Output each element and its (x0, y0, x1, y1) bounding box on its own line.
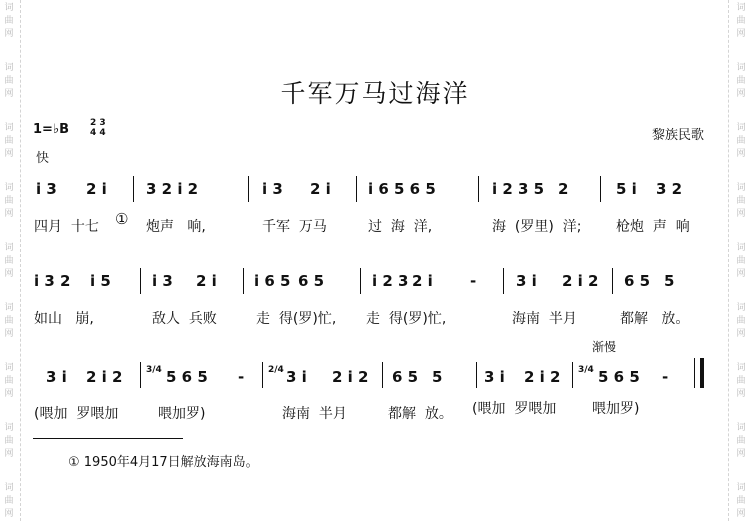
note-group: i 3 (262, 180, 283, 198)
bar-line (572, 362, 573, 388)
watermark-text: 词 曲 网 (4, 3, 14, 39)
lyric-line: (喂加 罗喂加 (34, 406, 119, 422)
note-group: 3 2 (656, 180, 683, 198)
tempo-change-mark: 渐慢 (592, 340, 617, 354)
note-group: 6 5 (624, 272, 651, 290)
note-group: 3 i (516, 272, 537, 290)
watermark-text: 词 曲 网 (736, 483, 746, 519)
note-group: 3 i (484, 368, 505, 386)
bar-line (476, 362, 477, 388)
bar-line (243, 268, 244, 294)
note-group: 6 5 (392, 368, 419, 386)
note-group: 2 i (196, 272, 217, 290)
watermark-text: 词 曲 网 (736, 183, 746, 219)
watermark-text: 词 曲 网 (4, 243, 14, 279)
note-group: 3 i (286, 368, 307, 386)
bar-line (360, 268, 361, 294)
note-group: 5 6 5 (598, 368, 640, 386)
time-signature: 2 3 4 4 (90, 118, 106, 138)
watermark-text: 词 曲 网 (736, 363, 746, 399)
bar-line (600, 176, 601, 202)
lyric-line: 都解 放。 (620, 311, 690, 327)
lyric-line: 海 (罗里) 洋; (492, 219, 582, 235)
note-group: i 2 3 5 (492, 180, 545, 198)
footnote-ref: ① (115, 210, 129, 228)
note-group: 5 (664, 272, 675, 290)
note-group: 3 i (46, 368, 67, 386)
watermark-text: 词 曲 网 (4, 363, 14, 399)
note-group: 2 i (412, 272, 433, 290)
note-group: 2 i (310, 180, 331, 198)
note-group: - (470, 272, 477, 290)
watermark-text: 词 曲 网 (4, 123, 14, 159)
note-group: i 3 (152, 272, 173, 290)
note-group: 2 i 2 (86, 368, 123, 386)
note-group: 2 i 2 (562, 272, 599, 290)
time-signature-change: 3/4 (146, 365, 162, 375)
note-group: i 6 5 6 5 (368, 180, 436, 198)
footnote-separator (33, 438, 183, 439)
lyric-line: 敌人 兵败 (152, 311, 217, 327)
note-group: i 2 3 (372, 272, 409, 290)
watermark-text: 词 曲 网 (736, 3, 746, 39)
watermark-text: 词 曲 网 (736, 243, 746, 279)
note-group: 6 5 (298, 272, 325, 290)
note-group: i 3 2 (34, 272, 71, 290)
lyric-line: 如山 崩, (34, 311, 94, 327)
note-group: 3 2 i 2 (146, 180, 199, 198)
note-group: 5 (432, 368, 443, 386)
watermark-text: 词 曲 网 (736, 303, 746, 339)
lyric-line: 海南 半月 (282, 406, 347, 422)
lyric-line: 都解 放。 (388, 406, 453, 422)
time-signature-change: 3/4 (578, 365, 594, 375)
lyric-line: 四月 十七 (34, 219, 99, 235)
key-signature: 1=♭B (33, 122, 69, 137)
lyric-line: 过 海 洋, (368, 219, 433, 235)
watermark-text: 词 曲 网 (736, 123, 746, 159)
bar-line (503, 268, 504, 294)
bar-line (356, 176, 357, 202)
watermark-text: 词 曲 网 (4, 183, 14, 219)
watermark-text: 词 曲 网 (4, 303, 14, 339)
watermark-text: 词 曲 网 (4, 483, 14, 519)
note-group: i 6 5 (254, 272, 291, 290)
note-group: 5 6 5 (166, 368, 208, 386)
note-group: 2 i 2 (524, 368, 561, 386)
note-group: 2 (558, 180, 569, 198)
lyric-line: 走 得(罗)忙, (256, 311, 337, 327)
note-group: - (662, 368, 669, 386)
lyric-line: (喂加 罗喂加 (472, 401, 557, 417)
lyric-line: 喂加罗) (592, 401, 640, 417)
note-group: 5 i (616, 180, 637, 198)
bar-line (478, 176, 479, 202)
song-source: 黎族民歌 (652, 128, 705, 143)
time-signature-change: 2/4 (268, 365, 284, 375)
tempo-marking: 快 (36, 151, 50, 166)
lyric-line: 海南 半月 (512, 311, 577, 327)
note-group: i 3 (36, 180, 57, 198)
lyric-line: 千军 万马 (262, 219, 327, 235)
watermark-text: 词 曲 网 (736, 63, 746, 99)
watermark-text: 词 曲 网 (4, 63, 14, 99)
lyric-line: 枪炮 声 响 (616, 219, 690, 235)
bar-line (140, 362, 141, 388)
note-group: - (238, 368, 245, 386)
bar-line (382, 362, 383, 388)
bar-line (248, 176, 249, 202)
song-title: 千军万马过海洋 (280, 79, 470, 108)
note-group: i 5 (90, 272, 111, 290)
footnote-text: ① 1950年4月17日解放海南岛。 (68, 455, 259, 470)
lyric-line: 走 得(罗)忙, (366, 311, 447, 327)
watermark-text: 词 曲 网 (4, 423, 14, 459)
note-group: 2 i 2 (332, 368, 369, 386)
note-group: 2 i (86, 180, 107, 198)
bar-line (612, 268, 613, 294)
bar-line (694, 358, 695, 388)
bar-line (140, 268, 141, 294)
bar-line (262, 362, 263, 388)
bar-line (133, 176, 134, 202)
watermark-text: 词 曲 网 (736, 423, 746, 459)
lyric-line: 喂加罗) (158, 406, 206, 422)
lyric-line: 炮声 响, (146, 219, 206, 235)
final-bar-line (700, 358, 704, 388)
